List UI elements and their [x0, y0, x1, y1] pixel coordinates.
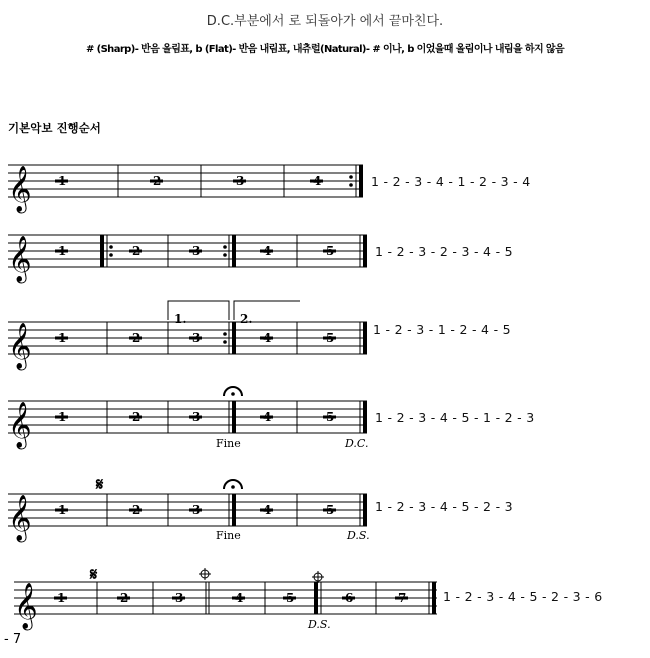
- measure-number: 1: [58, 244, 67, 258]
- measure-number: 3: [192, 331, 201, 345]
- sequence-text: 1 - 2 - 3 - 2 - 3 - 4 - 5: [375, 244, 513, 259]
- measure-number: 1: [58, 503, 67, 517]
- measure-number: 5: [286, 591, 295, 605]
- measure-number: 5: [326, 331, 335, 345]
- treble-clef-icon: 𝄞: [8, 236, 32, 282]
- volta-1-label: 1.: [174, 312, 187, 326]
- measure-number: 4: [263, 410, 272, 424]
- sequence-text: 1 - 2 - 3 - 4 - 5 - 1 - 2 - 3: [375, 410, 535, 425]
- header-instruction: D.C.부분에서 로 되돌아가 에서 끝마친다.: [206, 14, 444, 29]
- measure-number: 3: [192, 503, 201, 517]
- staff-6: [14, 582, 437, 614]
- fine-label: Fine: [216, 529, 241, 542]
- treble-clef-icon: 𝄞: [14, 583, 38, 629]
- segno-icon: 𝄋: [96, 475, 104, 495]
- measure-number: 1: [58, 174, 67, 188]
- ds-label: D.S.: [308, 618, 331, 631]
- accidental-note: # (Sharp)- 반음 올림표, b (Flat)- 반음 내림표, 내츄럴(Natural)- # 이나, b 이었을때 올림이나 내림을 하지 않음: [85, 44, 565, 55]
- treble-clef-icon: 𝄞: [8, 402, 32, 448]
- measure-number: 5: [326, 410, 335, 424]
- measure-number: 2: [132, 503, 141, 517]
- sequence-text: 1 - 2 - 3 - 1 - 2 - 4 - 5: [373, 322, 511, 337]
- measure-number: 1: [58, 331, 67, 345]
- measure-number: 4: [313, 174, 322, 188]
- dc-label: D.C.: [345, 437, 369, 450]
- fermata-icon: [224, 480, 242, 489]
- measure-number: 1: [57, 591, 66, 605]
- sequence-continuation: - 7: [4, 632, 22, 647]
- measure-number: 2: [132, 244, 141, 258]
- measure-number: 5: [326, 244, 335, 258]
- coda-icon: [199, 568, 211, 580]
- coda-icon: [312, 571, 324, 583]
- treble-clef-icon: 𝄞: [8, 495, 32, 541]
- treble-clef-icon: 𝄞: [8, 166, 32, 212]
- measure-number: 4: [263, 503, 272, 517]
- volta-2-label: 2.: [240, 312, 253, 326]
- measure-number: 4: [263, 331, 272, 345]
- measure-number: 4: [263, 244, 272, 258]
- measure-number: 3: [236, 174, 245, 188]
- segno-icon: 𝄋: [90, 565, 98, 585]
- measure-number: 3: [175, 591, 184, 605]
- measure-number: 7: [398, 591, 407, 605]
- measure-number: 3: [192, 244, 201, 258]
- measure-number: 2: [153, 174, 162, 188]
- measure-number: 5: [326, 503, 335, 517]
- sequence-text: 1 - 2 - 3 - 4 - 1 - 2 - 3 - 4: [371, 174, 531, 189]
- measure-number: 2: [132, 331, 141, 345]
- fermata-icon: [224, 387, 242, 396]
- treble-clef-icon: 𝄞: [8, 323, 32, 369]
- measure-number: 2: [132, 410, 141, 424]
- fine-label: Fine: [216, 437, 241, 450]
- measure-number: 2: [120, 591, 129, 605]
- ds-label: D.S.: [347, 529, 370, 542]
- measure-number: 4: [235, 591, 244, 605]
- sequence-text: 1 - 2 - 3 - 4 - 5 - 2 - 3 - 6: [443, 589, 603, 604]
- section-title: 기본악보 진행순서: [8, 121, 101, 135]
- staff-3: [8, 301, 367, 354]
- measure-number: 3: [192, 410, 201, 424]
- measure-number: 1: [58, 410, 67, 424]
- sequence-text: 1 - 2 - 3 - 4 - 5 - 2 - 3: [375, 499, 513, 514]
- measure-number: 6: [345, 591, 354, 605]
